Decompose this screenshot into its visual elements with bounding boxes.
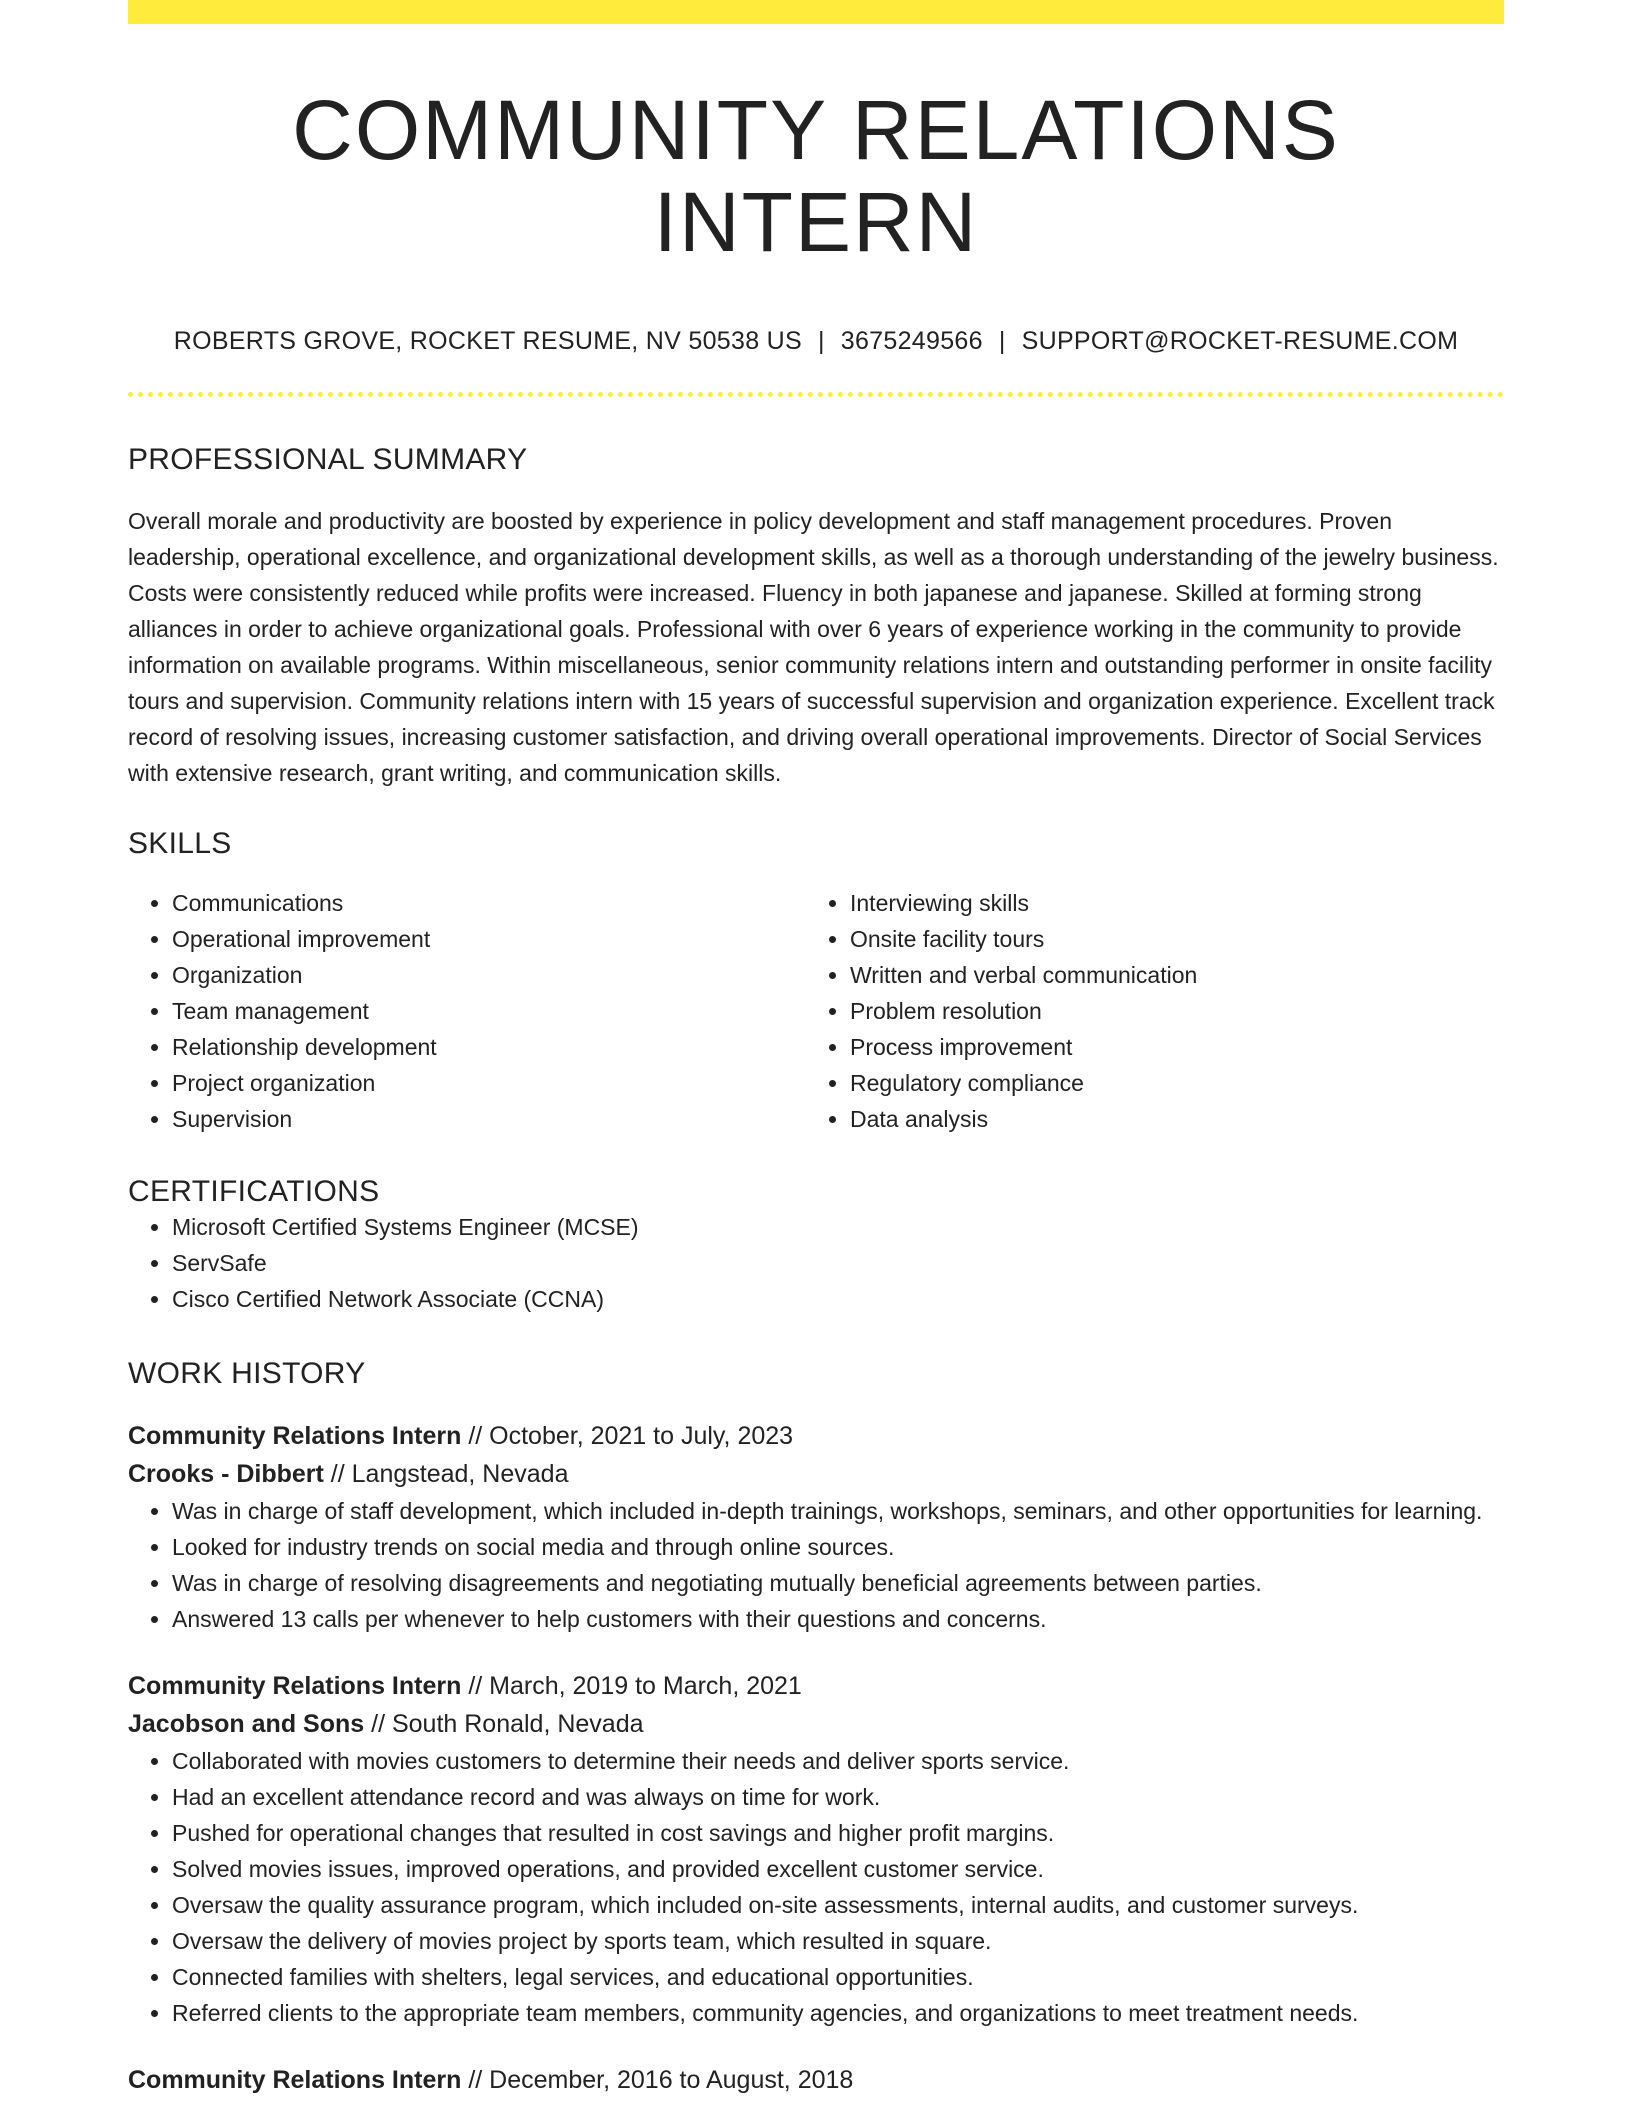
job-location: // South Ronald, Nevada xyxy=(364,1709,644,1738)
page-title: COMMUNITY RELATIONS INTERN xyxy=(292,83,1340,270)
job-company: Jacobson and Sons xyxy=(128,1709,365,1738)
skills-list-left xyxy=(128,885,806,1137)
summary-heading: PROFESSIONAL SUMMARY xyxy=(128,442,528,476)
job-company-line xyxy=(128,1455,1504,1493)
skill-item: • Operational improvement xyxy=(172,921,806,957)
certifications-heading: CERTIFICATIONS xyxy=(128,1174,380,1208)
job-bullet: • Connected families with shelters, legal services, and educational opportunities. xyxy=(172,1959,1504,1995)
skill-item: • Written and verbal communication xyxy=(850,957,1484,993)
summary-text: Overall morale and productivity are boosted by experience in policy development and staff management procedures. Proven leadership, operational excellence, and organizational development skills, as well as a thorough understanding of the jewelry business. Costs were consistently reduced while profits were increased. Fluency in both japanese and japanese. Skilled at forming strong alliances in order to achieve organizational goals. Professional with over 6 years of experience working in the community to provide information on available programs. Within miscellaneous, senior community relations intern and outstanding performer in onsite facility tours and supervision. Community relations intern with 15 years of successful supervision and organization experience. Excellent track record of resolving issues, increasing customer satisfaction, and driving overall operational improvements. Director of Social Services with extensive research, grant writing, and communication skills. xyxy=(128,507,1499,786)
job-bullets xyxy=(128,1493,1504,1637)
contact-phone: 3675249566 xyxy=(840,326,983,355)
job-title-line xyxy=(128,2061,1504,2099)
job-bullet: • Was in charge of staff development, which included in-depth trainings, workshops, seminars, and other opportunities for learning. xyxy=(172,1493,1504,1529)
job-bullet: • Looked for industry trends on social media and through online sources. xyxy=(172,1529,1504,1565)
job-dates: // March, 2019 to March, 2021 xyxy=(461,1671,802,1700)
job-title: Community Relations Intern xyxy=(128,1421,462,1450)
certification-item: • Cisco Certified Network Associate (CCNA) xyxy=(172,1281,1504,1317)
contact-separator: | xyxy=(998,326,1006,355)
skill-item: • Onsite facility tours xyxy=(850,921,1484,957)
job-bullet: • Had an excellent attendance record and was always on time for work. xyxy=(172,1779,1504,1815)
skill-item: • Problem resolution xyxy=(850,993,1484,1029)
skill-item: • Organization xyxy=(172,957,806,993)
job-title: Community Relations Intern xyxy=(128,1671,462,1700)
contact-separator: | xyxy=(817,326,825,355)
job-title-line xyxy=(128,1667,1504,1705)
job-bullet: • Collaborated with movies customers to determine their needs and deliver sports service. xyxy=(172,1743,1504,1779)
skill-item: • Relationship development xyxy=(172,1029,806,1065)
certification-item: • Microsoft Certified Systems Engineer (MCSE) xyxy=(172,1209,1504,1245)
skill-item: • Regulatory compliance xyxy=(850,1065,1484,1101)
job-bullet: • Solved movies issues, improved operations, and provided excellent customer service. xyxy=(172,1851,1504,1887)
job-entry xyxy=(128,1667,1504,2031)
job-entry xyxy=(128,2061,1504,2099)
job-title: Community Relations Intern xyxy=(128,2065,462,2094)
job-company: Crooks - Dibbert xyxy=(128,1459,324,1488)
job-bullet: • Referred clients to the appropriate team members, community agencies, and organizations to meet treatment needs. xyxy=(172,1995,1504,2031)
skill-item: • Communications xyxy=(172,885,806,921)
skill-item: • Data analysis xyxy=(850,1101,1484,1137)
job-company-line xyxy=(128,1705,1504,1743)
skill-item: • Project organization xyxy=(172,1065,806,1101)
resume-page xyxy=(128,0,1504,2112)
job-title-line xyxy=(128,1417,1504,1455)
contact-email: SUPPORT@ROCKET-RESUME.COM xyxy=(1021,326,1459,355)
job-dates: // December, 2016 to August, 2018 xyxy=(461,2065,854,2094)
dotted-divider xyxy=(128,392,1504,397)
skills-grid xyxy=(128,885,1504,1137)
skills-column-left xyxy=(128,885,806,1137)
skills-column-right xyxy=(806,885,1484,1137)
accent-bar xyxy=(128,0,1504,24)
skill-item: • Team management xyxy=(172,993,806,1029)
job-bullet: • Pushed for operational changes that resulted in cost savings and higher profit margins. xyxy=(172,1815,1504,1851)
job-location: // Langstead, Nevada xyxy=(323,1459,569,1488)
job-bullet: • Answered 13 calls per whenever to help customers with their questions and concerns. xyxy=(172,1601,1504,1637)
skills-heading: SKILLS xyxy=(128,826,232,860)
job-bullet: • Was in charge of resolving disagreements and negotiating mutually beneficial agreements between parties. xyxy=(172,1565,1504,1601)
skill-item: • Supervision xyxy=(172,1101,806,1137)
job-bullets xyxy=(128,1743,1504,2031)
contact-address: ROBERTS GROVE, ROCKET RESUME, NV 50538 US xyxy=(173,326,802,355)
certifications-list xyxy=(128,1209,1504,1317)
certification-item: • ServSafe xyxy=(172,1245,1504,1281)
contact-line xyxy=(128,327,1504,356)
job-dates: // October, 2021 to July, 2023 xyxy=(461,1421,794,1450)
skills-list-right xyxy=(806,885,1484,1137)
job-bullet: • Oversaw the quality assurance program, which included on-site assessments, internal audits, and customer surveys. xyxy=(172,1887,1504,1923)
job-entry xyxy=(128,1417,1504,1637)
skill-item: • Interviewing skills xyxy=(850,885,1484,921)
skill-item: • Process improvement xyxy=(850,1029,1484,1065)
work-history-heading: WORK HISTORY xyxy=(128,1356,366,1390)
job-bullet: • Oversaw the delivery of movies project by sports team, which resulted in square. xyxy=(172,1923,1504,1959)
